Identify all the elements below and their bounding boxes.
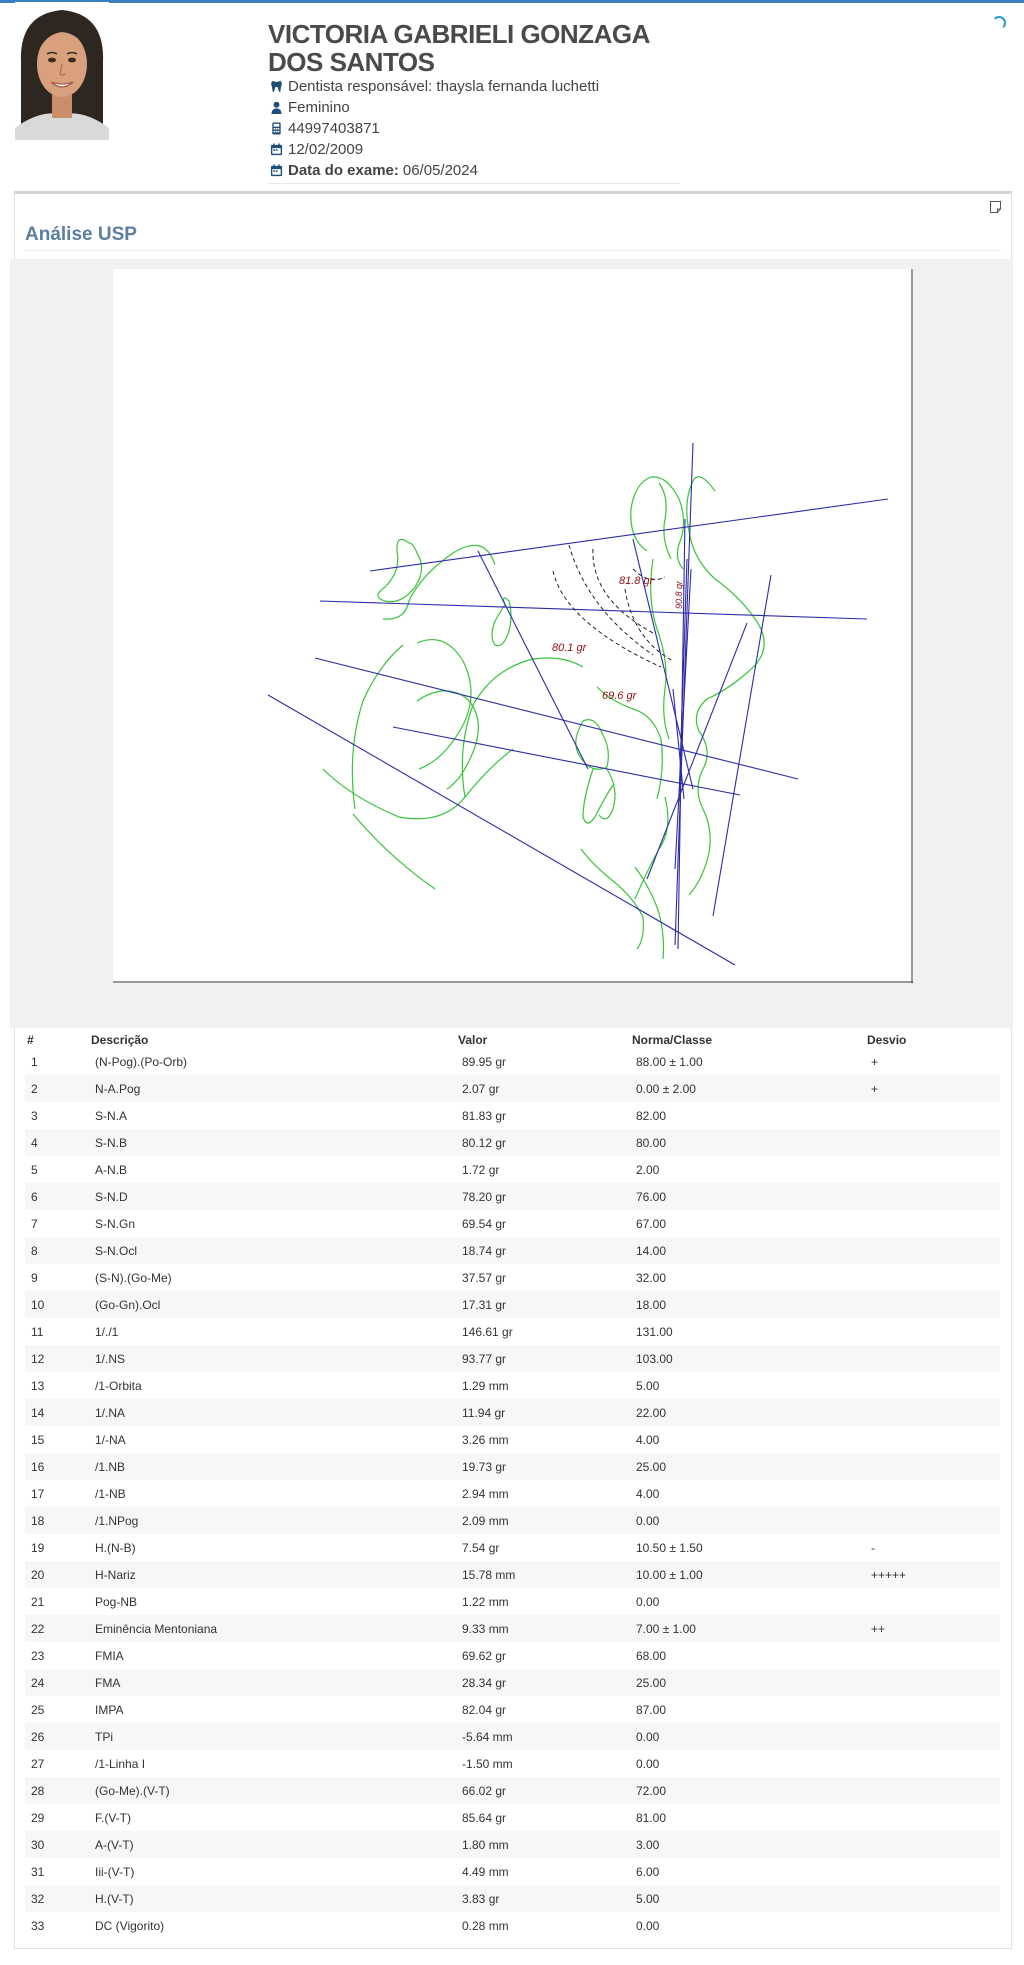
table-row bbox=[25, 1588, 1000, 1615]
cell-value: 3.26 mm bbox=[462, 1432, 509, 1447]
cell-value: 37.57 gr bbox=[462, 1270, 507, 1285]
results-table bbox=[25, 1031, 1000, 1939]
cell-description: H-Nariz bbox=[89, 1561, 456, 1588]
cell-number: 26 bbox=[25, 1723, 89, 1750]
cell-value: 11.94 gr bbox=[456, 1399, 630, 1426]
cell-value: 69.54 gr bbox=[462, 1216, 507, 1231]
cell-norm: 18.00 bbox=[630, 1291, 865, 1318]
cell-deviation bbox=[865, 1399, 1000, 1426]
cell-description: S-N.Gn bbox=[95, 1216, 136, 1231]
cell-description: Iii-(V-T) bbox=[95, 1864, 135, 1879]
cell-value: 28.34 gr bbox=[456, 1669, 630, 1696]
table-row bbox=[25, 1615, 1000, 1642]
cell-value: 2.94 mm bbox=[462, 1486, 509, 1501]
cell-number: 25 bbox=[31, 1702, 45, 1717]
table-row bbox=[25, 1453, 1000, 1480]
cell-norm: 72.00 bbox=[630, 1777, 865, 1804]
table-row bbox=[25, 1075, 1000, 1102]
table-row bbox=[25, 1372, 1000, 1399]
cell-value: -1.50 mm bbox=[462, 1756, 513, 1771]
cell-description: S-N.A bbox=[95, 1108, 128, 1123]
tracing-label: 81.8 gr bbox=[619, 575, 654, 587]
tracing-label: 80.1 gr bbox=[552, 642, 587, 654]
table-row bbox=[25, 1696, 1000, 1723]
cell-value: 78.20 gr bbox=[456, 1183, 630, 1210]
exam-date-value: 06/05/2024 bbox=[402, 162, 478, 179]
table-row bbox=[25, 1480, 1000, 1507]
table-row bbox=[25, 1156, 1000, 1183]
cell-deviation bbox=[865, 1426, 1000, 1453]
cell-value: 69.62 gr bbox=[462, 1648, 507, 1663]
top-accent-bar bbox=[0, 0, 1024, 3]
cell-value: 93.77 gr bbox=[456, 1345, 630, 1372]
cell-norm: 5.00 bbox=[636, 1378, 660, 1393]
cell-norm: 10.00 ± 1.00 bbox=[630, 1561, 865, 1588]
cell-description: H.(V-T) bbox=[89, 1885, 456, 1912]
cell-deviation bbox=[865, 1183, 1000, 1210]
cell-norm: 4.00 bbox=[636, 1432, 660, 1447]
cell-value: 9.33 mm bbox=[456, 1615, 630, 1642]
cell-description: S-N.Ocl bbox=[89, 1237, 456, 1264]
cell-deviation bbox=[865, 1642, 1000, 1669]
cell-number: 18 bbox=[25, 1507, 89, 1534]
cell-number: 12 bbox=[25, 1345, 89, 1372]
cell-deviation bbox=[865, 1453, 1000, 1480]
cell-value: 0.28 mm bbox=[462, 1918, 509, 1933]
birth-date-value: 12/02/2009 bbox=[288, 141, 364, 158]
col-header-deviation: Desvio bbox=[867, 1032, 907, 1047]
analysis-panel bbox=[14, 191, 1012, 1949]
cell-deviation bbox=[865, 1102, 1000, 1129]
cell-deviation bbox=[865, 1264, 1000, 1291]
table-row bbox=[25, 1426, 1000, 1453]
cell-description: /1-Orbita bbox=[95, 1378, 142, 1393]
col-header-number: # bbox=[27, 1032, 34, 1047]
cell-number: 13 bbox=[31, 1378, 45, 1393]
cell-deviation bbox=[865, 1237, 1000, 1264]
tracing-label: 69.6 gr bbox=[602, 690, 637, 702]
table-row bbox=[25, 1561, 1000, 1588]
table-row bbox=[25, 1507, 1000, 1534]
cell-description: /1-NB bbox=[95, 1486, 126, 1501]
table-row bbox=[25, 1048, 1000, 1075]
table-row bbox=[25, 1831, 1000, 1858]
table-row bbox=[25, 1399, 1000, 1426]
cell-deviation bbox=[865, 1831, 1000, 1858]
cell-number: 20 bbox=[25, 1561, 89, 1588]
cell-deviation bbox=[865, 1318, 1000, 1345]
cell-number: 24 bbox=[25, 1669, 89, 1696]
cell-norm: 25.00 bbox=[630, 1453, 865, 1480]
cell-number: 31 bbox=[31, 1864, 45, 1879]
gender-line bbox=[268, 97, 680, 118]
cell-deviation: +++++ bbox=[865, 1561, 1000, 1588]
table-row bbox=[25, 1669, 1000, 1696]
table-row bbox=[25, 1210, 1000, 1237]
table-row bbox=[25, 1345, 1000, 1372]
table-row bbox=[25, 1237, 1000, 1264]
cell-value: 82.04 gr bbox=[462, 1702, 507, 1717]
cell-description: (S-N).(Go-Me) bbox=[95, 1270, 172, 1285]
cell-number: 21 bbox=[31, 1594, 45, 1609]
phone-line bbox=[268, 118, 680, 139]
cell-norm: 80.00 bbox=[630, 1129, 865, 1156]
cell-description: S-N.D bbox=[89, 1183, 456, 1210]
cell-norm: 0.00 bbox=[636, 1756, 660, 1771]
table-header-row bbox=[25, 1031, 1000, 1048]
table-row bbox=[25, 1912, 1000, 1939]
calendar-icon bbox=[268, 163, 284, 179]
cell-description: FMA bbox=[89, 1669, 456, 1696]
gender-value: Feminino bbox=[288, 99, 350, 116]
cell-number: 7 bbox=[31, 1216, 38, 1231]
table-row bbox=[25, 1858, 1000, 1885]
table-row bbox=[25, 1291, 1000, 1318]
cell-deviation bbox=[865, 1588, 1000, 1615]
cell-number: 15 bbox=[31, 1432, 45, 1447]
cell-description: F.(V-T) bbox=[95, 1810, 131, 1825]
cell-value: 1.80 mm bbox=[456, 1831, 630, 1858]
cell-deviation bbox=[865, 1669, 1000, 1696]
cell-value: 2.07 gr bbox=[456, 1075, 630, 1102]
cell-norm: 25.00 bbox=[630, 1669, 865, 1696]
cell-number: 22 bbox=[25, 1615, 89, 1642]
dentist-label: Dentista responsável: bbox=[288, 78, 433, 95]
title-divider bbox=[25, 250, 1001, 251]
cell-norm: 7.00 ± 1.00 bbox=[630, 1615, 865, 1642]
cell-norm: 88.00 ± 1.00 bbox=[636, 1054, 703, 1069]
cell-number: 27 bbox=[31, 1756, 45, 1771]
dentist-name: thaysla fernanda luchetti bbox=[436, 78, 600, 95]
cell-value: 7.54 gr bbox=[462, 1540, 500, 1555]
cell-value: 3.83 gr bbox=[456, 1885, 630, 1912]
cell-number: 9 bbox=[31, 1270, 38, 1285]
cell-norm: 0.00 ± 2.00 bbox=[630, 1075, 865, 1102]
cell-value: 15.78 mm bbox=[456, 1561, 630, 1588]
cell-norm: 87.00 bbox=[636, 1702, 667, 1717]
cell-norm: 32.00 bbox=[636, 1270, 667, 1285]
cell-deviation bbox=[865, 1507, 1000, 1534]
cell-description: /1.NB bbox=[89, 1453, 456, 1480]
cell-description: TPi bbox=[89, 1723, 456, 1750]
cell-description: (Go-Me).(V-T) bbox=[89, 1777, 456, 1804]
table-row bbox=[25, 1885, 1000, 1912]
cell-deviation bbox=[865, 1345, 1000, 1372]
cell-norm: 67.00 bbox=[636, 1216, 667, 1231]
cell-description: FMIA bbox=[95, 1648, 124, 1663]
patient-name: VICTORIA GABRIELI GONZAGA DOS SANTOS bbox=[268, 19, 649, 77]
phone-value: 44997403871 bbox=[288, 120, 380, 137]
cell-description: 1/-NA bbox=[95, 1432, 126, 1447]
exam-date-line bbox=[268, 160, 680, 181]
table-row bbox=[25, 1777, 1000, 1804]
table-row bbox=[25, 1129, 1000, 1156]
cell-value: 1.29 mm bbox=[462, 1378, 509, 1393]
cell-description: 1/./1 bbox=[95, 1324, 119, 1339]
note-icon[interactable] bbox=[990, 200, 1001, 212]
cell-value: 146.61 gr bbox=[462, 1324, 513, 1339]
cell-description: 1/.NS bbox=[89, 1345, 456, 1372]
table-row bbox=[25, 1102, 1000, 1129]
cell-description: 1/.NA bbox=[89, 1399, 456, 1426]
cell-norm: 68.00 bbox=[636, 1648, 667, 1663]
loading-spinner-icon bbox=[992, 16, 1006, 30]
table-row bbox=[25, 1723, 1000, 1750]
cell-deviation bbox=[865, 1912, 1000, 1939]
cell-deviation: + bbox=[871, 1054, 879, 1069]
cell-number: 19 bbox=[31, 1540, 45, 1555]
cell-number: 17 bbox=[31, 1486, 45, 1501]
cell-deviation bbox=[865, 1777, 1000, 1804]
cell-description: IMPA bbox=[95, 1702, 124, 1717]
table-row bbox=[25, 1183, 1000, 1210]
cell-number: 2 bbox=[25, 1075, 89, 1102]
tooth-icon bbox=[268, 79, 284, 95]
cell-value: 85.64 gr bbox=[462, 1810, 507, 1825]
table-row bbox=[25, 1318, 1000, 1345]
cell-norm: 22.00 bbox=[630, 1399, 865, 1426]
cell-deviation bbox=[865, 1804, 1000, 1831]
cell-number: 10 bbox=[25, 1291, 89, 1318]
table-row bbox=[25, 1534, 1000, 1561]
cell-number: 4 bbox=[25, 1129, 89, 1156]
cell-value: 81.83 gr bbox=[462, 1108, 507, 1123]
cell-number: 14 bbox=[25, 1399, 89, 1426]
cell-number: 33 bbox=[31, 1918, 45, 1933]
cell-number: 5 bbox=[31, 1162, 38, 1177]
cell-number: 3 bbox=[31, 1108, 38, 1123]
cell-deviation: + bbox=[865, 1075, 1000, 1102]
cell-number: 11 bbox=[31, 1324, 44, 1339]
dentist-line bbox=[268, 76, 680, 97]
cell-number: 28 bbox=[25, 1777, 89, 1804]
cell-norm: 5.00 bbox=[630, 1885, 865, 1912]
analysis-title: Análise USP bbox=[25, 224, 137, 245]
cell-norm: 14.00 bbox=[630, 1237, 865, 1264]
cell-description: (N-Pog).(Po-Orb) bbox=[95, 1054, 188, 1069]
cell-value: 1.72 gr bbox=[462, 1162, 500, 1177]
cell-norm: 103.00 bbox=[630, 1345, 865, 1372]
cell-norm: 6.00 bbox=[636, 1864, 660, 1879]
cephalometric-tracing bbox=[113, 269, 913, 983]
phone-icon bbox=[268, 121, 284, 137]
cell-value: 80.12 gr bbox=[456, 1129, 630, 1156]
cell-value: 19.73 gr bbox=[456, 1453, 630, 1480]
cell-deviation bbox=[865, 1210, 1000, 1237]
cell-norm: 81.00 bbox=[636, 1810, 667, 1825]
cell-deviation bbox=[865, 1885, 1000, 1912]
table-row bbox=[25, 1750, 1000, 1777]
cell-value: 66.02 gr bbox=[456, 1777, 630, 1804]
cell-deviation bbox=[865, 1858, 1000, 1885]
cell-value: -5.64 mm bbox=[456, 1723, 630, 1750]
cell-number: 6 bbox=[25, 1183, 89, 1210]
patient-info bbox=[268, 20, 680, 184]
cell-description: /1.NPog bbox=[89, 1507, 456, 1534]
cell-number: 30 bbox=[25, 1831, 89, 1858]
cell-value: 4.49 mm bbox=[462, 1864, 509, 1879]
exam-date-label: Data do exame: bbox=[288, 162, 399, 179]
cell-deviation bbox=[865, 1696, 1000, 1723]
cell-value: 17.31 gr bbox=[456, 1291, 630, 1318]
col-header-description: Descrição bbox=[91, 1032, 149, 1047]
col-header-norm: Norma/Classe bbox=[632, 1032, 713, 1047]
cell-description: S-N.B bbox=[89, 1129, 456, 1156]
cell-deviation bbox=[865, 1156, 1000, 1183]
cell-description: N-A.Pog bbox=[89, 1075, 456, 1102]
cell-deviation bbox=[865, 1129, 1000, 1156]
cell-deviation: - bbox=[871, 1540, 875, 1555]
cell-description: A-(V-T) bbox=[89, 1831, 456, 1858]
cell-norm: 3.00 bbox=[630, 1831, 865, 1858]
cell-description: A-N.B bbox=[95, 1162, 128, 1177]
tracing-label: 90.8 gr bbox=[674, 580, 684, 609]
cell-description: H.(N-B) bbox=[95, 1540, 136, 1555]
patient-photo bbox=[15, 2, 109, 140]
cell-norm: 82.00 bbox=[636, 1108, 667, 1123]
birth-date-line bbox=[268, 139, 680, 160]
cell-norm: 2.00 bbox=[636, 1162, 660, 1177]
cell-number: 23 bbox=[31, 1648, 45, 1663]
cell-description: Eminência Mentoniana bbox=[89, 1615, 456, 1642]
cell-norm: 0.00 bbox=[636, 1594, 660, 1609]
cell-value: 18.74 gr bbox=[456, 1237, 630, 1264]
cell-number: 32 bbox=[25, 1885, 89, 1912]
cell-value: 2.09 mm bbox=[456, 1507, 630, 1534]
cell-deviation: ++ bbox=[865, 1615, 1000, 1642]
cell-norm: 4.00 bbox=[636, 1486, 660, 1501]
cell-description: Pog-NB bbox=[95, 1594, 138, 1609]
cell-norm: 76.00 bbox=[630, 1183, 865, 1210]
cell-deviation bbox=[865, 1372, 1000, 1399]
calendar-icon bbox=[268, 142, 284, 158]
cell-number: 1 bbox=[31, 1054, 38, 1069]
cell-norm: 131.00 bbox=[636, 1324, 673, 1339]
cell-value: 89.95 gr bbox=[462, 1054, 507, 1069]
cell-norm: 0.00 bbox=[636, 1918, 660, 1933]
cell-value: 1.22 mm bbox=[462, 1594, 509, 1609]
cell-description: /1-Linha I bbox=[95, 1756, 146, 1771]
cell-deviation bbox=[865, 1480, 1000, 1507]
cell-deviation bbox=[865, 1723, 1000, 1750]
cell-norm: 10.50 ± 1.50 bbox=[636, 1540, 703, 1555]
cell-deviation bbox=[865, 1291, 1000, 1318]
cell-norm: 0.00 bbox=[630, 1723, 865, 1750]
table-row bbox=[25, 1264, 1000, 1291]
col-header-value: Valor bbox=[458, 1032, 488, 1047]
cell-number: 16 bbox=[25, 1453, 89, 1480]
cell-norm: 0.00 bbox=[630, 1507, 865, 1534]
cell-description: (Go-Gn).Ocl bbox=[89, 1291, 456, 1318]
user-icon bbox=[268, 100, 284, 116]
table-row bbox=[25, 1642, 1000, 1669]
cell-number: 8 bbox=[25, 1237, 89, 1264]
cell-deviation bbox=[865, 1750, 1000, 1777]
cell-number: 29 bbox=[31, 1810, 45, 1825]
table-row bbox=[25, 1804, 1000, 1831]
cell-description: DC (Vigorito) bbox=[95, 1918, 165, 1933]
